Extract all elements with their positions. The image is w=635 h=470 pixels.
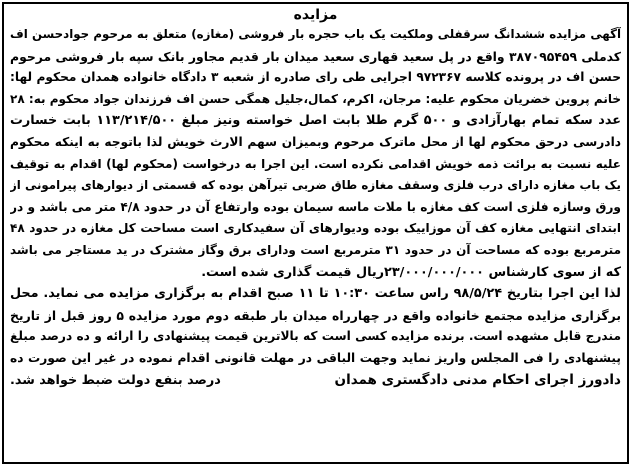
notice-line: حسن اف در پرونده کلاسه ۹۷۲۳۶۷ اجرایی طی رای صادره از شعبه ۳ دادگاه خانواده همدان محکوم لها: <box>10 70 621 85</box>
notice-line: مندرج قابل مشهده است. برنده مزایده کسی است که بالاترین قیمت پیشنهادی را ارائه و ده درصد مبلغ <box>10 329 621 344</box>
notice-line: مترمربع بوده که مساحت آن در حدود ۳۱ مترمربع است ودارای برق وگاز مشترک در ید مستاجر می باشد <box>10 242 621 257</box>
notice-line: کدملی ۳۸۷۰۹۵۴۵۹ واقع در پل سعید قهاری سعید میدان بار قدیم مجاور بانک سپه بار فروشی مرحوم <box>10 48 621 64</box>
notice-frame <box>2 2 629 464</box>
notice-body <box>4 24 627 391</box>
notice-line: یک باب مغازه دارای درب فلزی وسقف مغازه طاق ضربی تیرآهن بوده که قسمتی از دیوارهای پیرامونی از <box>10 178 621 193</box>
notice-line: آگهی مزایده ششدانگ سرقفلی وملکیت یک باب حجره بار فروشی (مغازه) متعلق به مرحوم جوادحسن اف <box>10 27 621 41</box>
notice-line: پیشنهادی را فی المجلس واریز نماید وجهت الباقی در مهلت قانونی اقدام نموده در غیر این صورت ده <box>10 350 621 365</box>
notice-title: مزایده <box>293 7 338 23</box>
notice-line: علیه نسبت به برائت ذمه خویش اقدامی نکرده است. این اجرا به درخواست (محکوم لها) اقدام به توقیف <box>10 156 621 171</box>
notice-line: ابتدای انتهایی مغازه کف آن موزاییک بوده ودیوارهای آن سفیدکاری است مساحت کل مغازه در حدود ۴۸ <box>10 221 621 236</box>
notice-line: لذا این اجرا بتاریخ ۹۸/۵/۲۴ راس ساعت ۱۰:۳۰ تا ۱۱ صبح اقدام به برگزاری مزایده می نماید. محل <box>10 286 621 302</box>
notice-closing-row <box>10 370 621 392</box>
notice-line: که از سوی کارشناس ۲۳/۰۰۰/۰۰۰/۰۰۰ریال قیمت گذاری شده است. <box>201 264 621 280</box>
notice-signature: دادورز اجرای احکام مدنی دادگستری همدان <box>334 371 621 388</box>
notice-line: دادرسی درحق محکوم لها از محل ماترک مرحوم وبمیزان سهم الارث خویش لذا باتوجه به اینکه محکوم <box>10 134 621 149</box>
notice-line: خانم پروین خضریان محکوم علیه: مرجان، اکرم، کمال،جلیل همگی حسن اف فرزندان جواد محکوم به: ۲۸ <box>10 91 621 106</box>
notice-line: ورق وسازه فلزی است کف مغازه با ملات ماسه سیمان بوده وارتفاع آن در حدود ۴/۸ متر می باشد و در <box>10 199 621 214</box>
notice-line: عدد سکه تمام بهارآزادی و ۵۰۰ گرم طلا بابت اصل خواسته ونیز مبلغ ۱۱۳/۲۱۴/۵۰۰ بابت خسارت <box>10 113 621 129</box>
notice-line: برگزاری مزایده مجتمع خانواده واقع در چهارراه میدان بار طبقه دوم مورد مزایده ۵ روز قبل از تاریخ <box>10 307 621 323</box>
notice-closing-text: درصد بنفع دولت ضبط خواهد شد. <box>10 372 221 388</box>
